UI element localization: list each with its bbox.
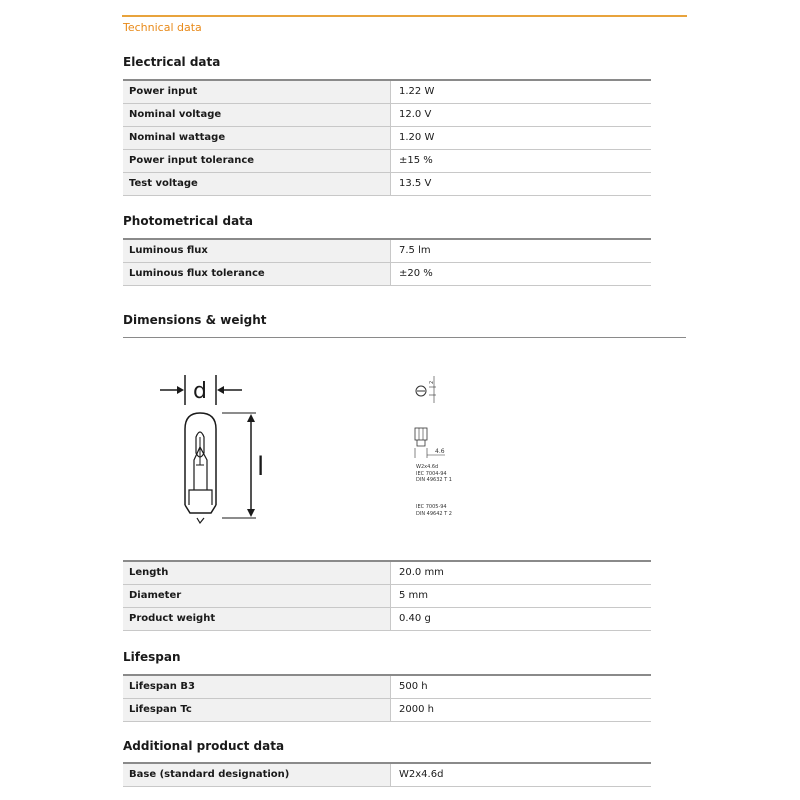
row-label: Diameter bbox=[123, 585, 391, 608]
length-arrow-bottom bbox=[247, 509, 255, 517]
base-dim-top-text: 2 bbox=[429, 380, 435, 384]
length-arrow-top bbox=[247, 414, 255, 422]
table-row bbox=[123, 104, 651, 127]
row-label: Nominal wattage bbox=[123, 127, 391, 150]
page-title: Technical data bbox=[123, 21, 202, 34]
row-label: Test voltage bbox=[123, 173, 391, 196]
base-note-standard-2 bbox=[416, 504, 452, 517]
table-row bbox=[123, 173, 651, 196]
base-note-line: IEC 7005-94 bbox=[416, 504, 447, 510]
table-row bbox=[123, 150, 651, 173]
row-label: Power input bbox=[123, 80, 391, 104]
row-value: ±15 % bbox=[391, 150, 652, 173]
row-label: Power input tolerance bbox=[123, 150, 391, 173]
table-row bbox=[123, 80, 651, 104]
length-symbol: l bbox=[257, 452, 265, 482]
bulb-tip bbox=[197, 518, 204, 523]
table-row bbox=[123, 561, 651, 585]
base-note-line: IEC 7004-94 bbox=[416, 470, 447, 477]
diameter-arrow-right bbox=[217, 386, 224, 394]
electrical-table bbox=[123, 79, 651, 196]
row-value: 2000 h bbox=[391, 699, 652, 722]
table-row bbox=[123, 763, 651, 787]
row-value: ±20 % bbox=[391, 263, 652, 286]
table-row bbox=[123, 675, 651, 699]
table-row bbox=[123, 127, 651, 150]
base-note-line: DIN 49632 T 1 bbox=[416, 477, 452, 483]
row-label: Lifespan B3 bbox=[123, 675, 391, 699]
header-rule bbox=[122, 15, 687, 17]
table-row bbox=[123, 585, 651, 608]
diameter-arrow-left bbox=[177, 386, 184, 394]
row-value: 500 h bbox=[391, 675, 652, 699]
photometrical-table bbox=[123, 238, 651, 286]
row-value: 1.22 W bbox=[391, 80, 652, 104]
base-foot bbox=[417, 440, 425, 446]
row-label: Length bbox=[123, 561, 391, 585]
lifespan-section-title: Lifespan bbox=[123, 650, 181, 664]
row-value: 7.5 lm bbox=[391, 239, 652, 263]
table-row bbox=[123, 608, 651, 631]
row-value: 20.0 mm bbox=[391, 561, 652, 585]
table-row bbox=[123, 699, 651, 722]
base-body bbox=[415, 428, 427, 440]
row-label: Base (standard designation) bbox=[123, 763, 391, 787]
additional-table bbox=[123, 762, 651, 787]
base-diagram bbox=[405, 370, 495, 465]
row-value: 0.40 g bbox=[391, 608, 652, 631]
row-label: Product weight bbox=[123, 608, 391, 631]
row-value: 5 mm bbox=[391, 585, 652, 608]
electrical-section-title: Electrical data bbox=[123, 55, 221, 69]
row-value: W2x4.6d bbox=[391, 763, 652, 787]
base-dim-side-text: 4.6 bbox=[435, 448, 445, 455]
base-drawing bbox=[405, 370, 495, 530]
table-row bbox=[123, 263, 651, 286]
base-note-line: DIN 49642 T 2 bbox=[416, 510, 452, 517]
lamp-dimension-drawing bbox=[150, 365, 280, 530]
bulb-base-bottom bbox=[185, 505, 216, 513]
row-value: 1.20 W bbox=[391, 127, 652, 150]
base-note-standard-1 bbox=[416, 464, 452, 484]
lifespan-table bbox=[123, 674, 651, 722]
row-label: Luminous flux bbox=[123, 239, 391, 263]
dimensions-rule bbox=[123, 337, 686, 338]
dimensions-table bbox=[123, 560, 651, 631]
row-label: Luminous flux tolerance bbox=[123, 263, 391, 286]
base-note-line: W2x4.6d bbox=[416, 464, 439, 470]
row-label: Nominal voltage bbox=[123, 104, 391, 127]
row-value: 13.5 V bbox=[391, 173, 652, 196]
diameter-symbol: d bbox=[193, 379, 207, 404]
dimensions-section-title: Dimensions & weight bbox=[123, 313, 267, 327]
table-row bbox=[123, 239, 651, 263]
row-label: Lifespan Tc bbox=[123, 699, 391, 722]
row-value: 12.0 V bbox=[391, 104, 652, 127]
photometrical-section-title: Photometrical data bbox=[123, 214, 253, 228]
bulb-base-inner bbox=[189, 490, 212, 505]
additional-section-title: Additional product data bbox=[123, 739, 285, 753]
